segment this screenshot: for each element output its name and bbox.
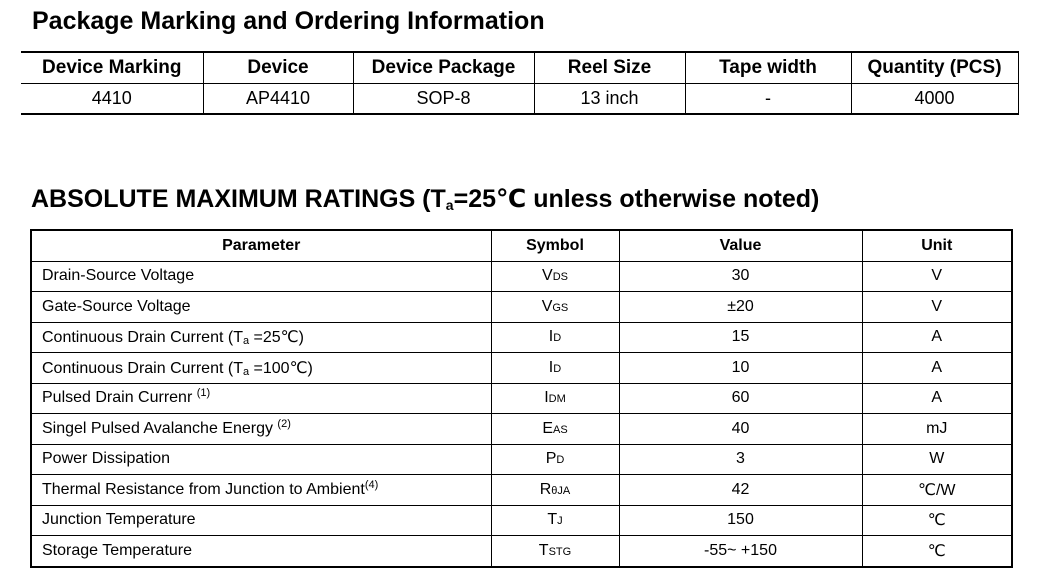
symbol-subscript: θJA: [551, 484, 571, 497]
cell-unit: ℃: [862, 536, 1012, 567]
ratings-row: [31, 353, 1012, 384]
symbol-subscript: D: [553, 332, 562, 345]
cell-unit: mJ: [862, 414, 1012, 445]
cell-unit: ℃/W: [862, 475, 1012, 506]
symbol-subscript: STG: [548, 545, 572, 558]
col-parameter: Parameter: [31, 230, 491, 261]
ratings-header-row: [31, 230, 1012, 261]
cell-symbol: [491, 292, 619, 323]
cell-parameter: Drain-Source Voltage: [31, 261, 491, 292]
ratings-row: [31, 444, 1012, 475]
symbol-subscript: AS: [552, 423, 568, 436]
param-text-end: =25℃): [249, 329, 304, 347]
cell-value: 42: [619, 475, 862, 506]
symbol-main: I: [548, 358, 554, 376]
symbol-main: E: [542, 419, 553, 437]
symbol-main: R: [539, 480, 552, 498]
cell-parameter: Power Dissipation: [31, 444, 491, 475]
symbol-main: I: [548, 328, 554, 346]
footnote-ref: (1): [196, 387, 211, 400]
ratings-section-title: [31, 184, 819, 214]
ordering-table: [21, 51, 1019, 115]
symbol-main: V: [542, 267, 553, 285]
param-text: Singel Pulsed Avalanche Energy: [42, 419, 278, 437]
symbol-main: V: [541, 297, 553, 315]
ordering-header-row: [21, 52, 1018, 84]
cell-symbol: [491, 261, 619, 292]
cell-device-marking: 4410: [21, 84, 203, 115]
cell-unit: A: [862, 353, 1012, 384]
footnote-ref: (2): [277, 417, 291, 430]
symbol-main: T: [547, 511, 558, 529]
symbol-subscript: DM: [548, 393, 566, 406]
cell-parameter: [31, 322, 491, 353]
cell-value: 10: [619, 353, 862, 384]
ratings-row: [31, 414, 1012, 445]
ordering-section-title: Package Marking and Ordering Information: [32, 7, 545, 35]
cell-unit: A: [862, 383, 1012, 414]
ratings-title-prefix: ABSOLUTE MAXIMUM RATINGS (T: [31, 185, 446, 213]
cell-symbol: [491, 353, 619, 384]
symbol-main: T: [538, 541, 549, 559]
cell-device-package: SOP-8: [353, 84, 534, 115]
ratings-row: [31, 261, 1012, 292]
cell-parameter: Gate-Source Voltage: [31, 292, 491, 323]
cell-reel-size: 13 inch: [534, 84, 685, 115]
cell-unit: ℃: [862, 505, 1012, 536]
ratings-row: [31, 383, 1012, 414]
cell-device: AP4410: [203, 84, 353, 115]
cell-symbol: [491, 536, 619, 567]
cell-parameter: [31, 383, 491, 414]
col-tape-width: Tape width: [685, 52, 851, 84]
cell-unit: V: [862, 261, 1012, 292]
symbol-subscript: D: [553, 362, 562, 375]
cell-symbol: [491, 383, 619, 414]
ratings-row: [31, 292, 1012, 323]
cell-value: ±20: [619, 292, 862, 323]
ratings-row: [31, 536, 1012, 567]
cell-value: 15: [619, 322, 862, 353]
symbol-subscript: GS: [552, 301, 569, 314]
cell-quantity: 4000: [851, 84, 1018, 115]
ratings-title-suffix: =25℃ unless otherwise noted): [453, 185, 820, 213]
ratings-title-subscript: a: [445, 197, 454, 213]
cell-unit: A: [862, 322, 1012, 353]
cell-symbol: [491, 322, 619, 353]
symbol-subscript: J: [557, 515, 563, 528]
col-device-package: Device Package: [353, 52, 534, 84]
cell-unit: V: [862, 292, 1012, 323]
cell-parameter: [31, 414, 491, 445]
ordering-row: [21, 84, 1018, 115]
col-device: Device: [203, 52, 353, 84]
cell-symbol: [491, 414, 619, 445]
cell-parameter: [31, 353, 491, 384]
cell-symbol: [491, 444, 619, 475]
cell-value: 3: [619, 444, 862, 475]
symbol-main: P: [545, 450, 557, 468]
cell-value: 60: [619, 383, 862, 414]
col-unit: Unit: [862, 230, 1012, 261]
col-reel-size: Reel Size: [534, 52, 685, 84]
cell-parameter: [31, 475, 491, 506]
param-text: Pulsed Drain Currenr: [42, 389, 197, 407]
symbol-subscript: DS: [552, 271, 568, 284]
ratings-table: [30, 229, 1013, 568]
cell-value: 40: [619, 414, 862, 445]
cell-parameter: Junction Temperature: [31, 505, 491, 536]
ratings-row: [31, 475, 1012, 506]
cell-value: -55~ +150: [619, 536, 862, 567]
footnote-ref: (4): [364, 478, 379, 491]
col-device-marking: Device Marking: [21, 52, 203, 84]
cell-unit: W: [862, 444, 1012, 475]
col-quantity: Quantity (PCS): [851, 52, 1018, 84]
cell-tape-width: -: [685, 84, 851, 115]
ratings-row: [31, 322, 1012, 353]
param-text-end: =100℃): [249, 359, 313, 377]
cell-symbol: [491, 475, 619, 506]
param-text: Thermal Resistance from Junction to Ambient: [42, 480, 365, 498]
cell-symbol: [491, 505, 619, 536]
col-symbol: Symbol: [491, 230, 619, 261]
param-text: Continuous Drain Current (T: [42, 359, 243, 377]
cell-parameter: Storage Temperature: [31, 536, 491, 567]
symbol-main: I: [544, 389, 549, 407]
param-subscript: a: [242, 335, 250, 348]
symbol-subscript: D: [556, 454, 565, 467]
cell-value: 150: [619, 505, 862, 536]
param-text: Continuous Drain Current (T: [42, 329, 243, 347]
col-value: Value: [619, 230, 862, 261]
ratings-row: [31, 505, 1012, 536]
param-subscript: a: [242, 365, 250, 378]
cell-value: 30: [619, 261, 862, 292]
